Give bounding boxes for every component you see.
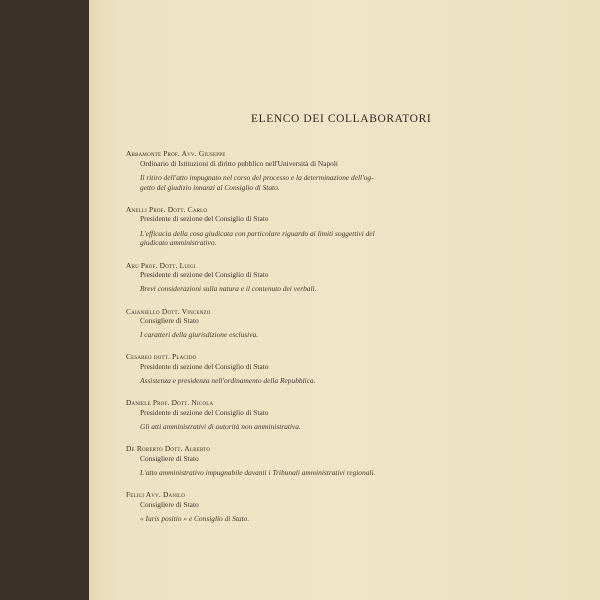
collaborator-work — [126, 173, 456, 193]
work-line: « Iuris positio » e Consiglio di Stato. — [140, 514, 250, 524]
collaborator-name: Felici Avv. Danilo — [126, 490, 186, 500]
collaborator-list — [126, 149, 456, 536]
collaborator-role: Presidente di sezione del Consiglio di Stato — [140, 408, 269, 418]
work-line: L'efficacia della cosa giudicata con particolare riguardo ai limiti soggettivi del — [140, 228, 375, 238]
collaborator-role: Presidente di sezione del Consiglio di Stato — [140, 214, 269, 224]
collaborator-role: Consigliere di Stato — [140, 454, 199, 463]
collaborator-entry — [126, 444, 456, 478]
collaborator-entry — [126, 490, 456, 524]
work-line: I caratteri della giurisdizione esclusiva. — [140, 330, 259, 340]
collaborator-work — [126, 514, 456, 524]
document-page — [89, 0, 600, 600]
collaborator-role: Ordinario di Istituzioni di diritto pubblico nell'Università di Napoli — [140, 158, 338, 168]
collaborator-work — [126, 422, 456, 432]
collaborator-entry — [126, 352, 456, 386]
collaborator-role: Presidente di sezione del Consiglio di Stato — [140, 362, 269, 372]
work-line: Gli atti amministrativi di autorità non amministrativa. — [140, 422, 301, 432]
collaborator-name: Aru Prof. Dott. Luigi — [126, 260, 196, 270]
work-line: getto del giudizio innanzi al Consiglio di Stato. — [140, 182, 280, 192]
collaborator-name: Cesareo dott. Placido — [126, 352, 197, 362]
collaborator-work — [126, 284, 456, 294]
collaborator-work — [126, 330, 456, 340]
collaborator-role: Consigliere di Stato — [140, 499, 199, 509]
work-line: giudicato amministrativo. — [140, 238, 217, 248]
collaborator-role: Consigliere di Stato — [140, 316, 199, 326]
collaborator-work — [126, 229, 456, 249]
collaborator-entry — [126, 205, 456, 248]
work-line: Brevi considerazioni sulla natura e il contenuto dei verbali. — [140, 284, 317, 294]
collaborator-name: Daniele Prof. Dott. Nicola — [126, 398, 214, 408]
collaborator-entry — [126, 261, 456, 295]
page-title: ELENCO DEI COLLABORATORI — [251, 113, 432, 125]
collaborator-entry — [126, 307, 456, 341]
work-line: Il ritiro dell'atto impugnato nel corso del processo e la determinazione dell'og- — [140, 172, 374, 182]
collaborator-work — [126, 468, 456, 478]
collaborator-name: Anelli Prof. Dott. Carlo — [126, 204, 208, 214]
collaborator-name: De Roberto Dott. Alberto — [126, 444, 211, 454]
collaborator-work — [126, 376, 456, 386]
collaborator-name: Abbamonte Prof. Avv. Giuseppe — [126, 149, 226, 158]
collaborator-name: Caianiello Dott. Vincenzo — [126, 306, 211, 316]
work-line: L'atto amministrativo impugnabile davanti i Tribunali amministrativi regionali. — [140, 468, 376, 478]
collaborator-entry — [126, 149, 456, 192]
collaborator-entry — [126, 398, 456, 432]
collaborator-role: Presidente di sezione del Consiglio di Stato — [140, 270, 269, 280]
work-line: Assistenza e presidenza nell'ordinamento della Repubblica. — [140, 376, 316, 386]
